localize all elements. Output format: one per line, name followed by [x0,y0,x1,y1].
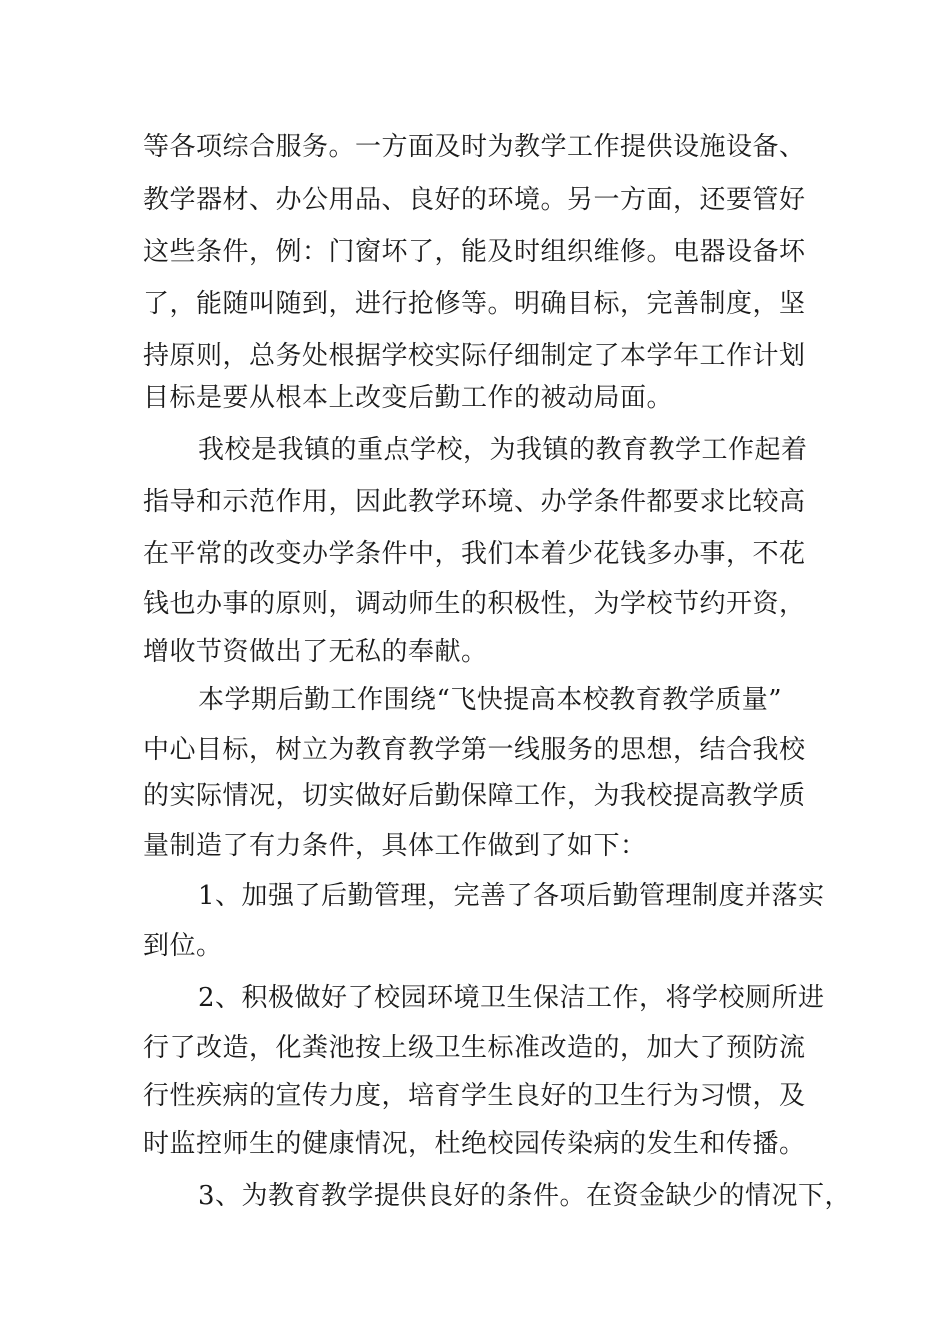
text-line: 了，能随叫随到，进行抢修等。明确目标，完善制度，坚 [143,289,806,319]
text-line: 时监控师生的健康情况，杜绝校园传染病的发生和传播。 [143,1129,806,1159]
paragraph-first-line: 本学期后勤工作围绕“飞快提高本校教育教学质量” [198,685,783,715]
text-line: 目标是要从根本上改变后勤工作的被动局面。 [143,383,674,413]
text-line: 增收节资做出了无私的奉献。 [143,637,488,667]
text-line: 行了改造，化粪池按上级卫生标准改造的，加大了预防流 [143,1033,806,1063]
text-line: 指导和示范作用，因此教学环境、办学条件都要求比较高 [143,487,806,517]
text-line: 量制造了有力条件，具体工作做到了如下： [143,831,647,861]
list-item-2: 2、积极做好了校园环境卫生保洁工作，将学校厕所进 [198,983,825,1013]
text-line: 教学器材、办公用品、良好的环境。另一方面，还要管好 [143,185,806,215]
text-line: 这些条件，例：门窗坏了，能及时组织维修。电器设备坏 [143,237,806,267]
paragraph-first-line: 我校是我镇的重点学校，为我镇的教育教学工作起着 [198,435,808,465]
text-line: 钱也办事的原则，调动师生的积极性，为学校节约开资， [143,589,806,619]
text-line: 到位。 [143,931,223,961]
text-line: 持原则，总务处根据学校实际仔细制定了本学年工作计划 [143,341,806,371]
text-line: 在平常的改变办学条件中，我们本着少花钱多办事，不花 [143,539,806,569]
text-line: 行性疾病的宣传力度，培育学生良好的卫生行为习惯，及 [143,1081,806,1111]
text-line: 等各项综合服务。一方面及时为教学工作提供设施设备、 [143,132,806,162]
text-line: 的实际情况，切实做好后勤保障工作，为我校提高教学质 [143,781,806,811]
list-item-3: 3、为教育教学提供良好的条件。在资金缺少的情况下， [198,1181,852,1211]
list-item-1: 1、加强了后勤管理，完善了各项后勤管理制度并落实 [198,881,825,911]
text-line: 中心目标，树立为教育教学第一线服务的思想，结合我校 [143,735,806,765]
